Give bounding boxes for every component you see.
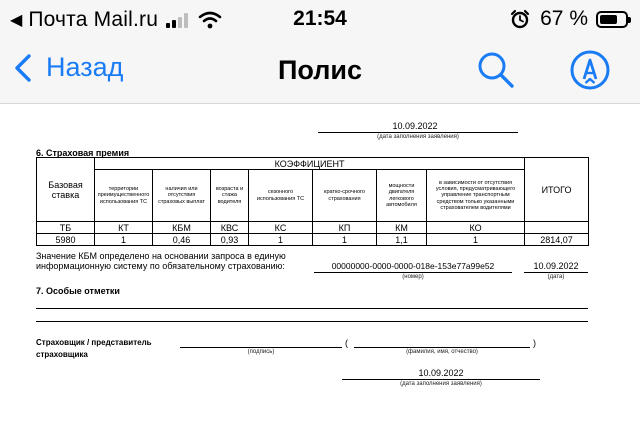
status-time: 21:54 (293, 7, 347, 30)
value-cell-ko: 1 (427, 234, 525, 246)
value-cell-tb: 5980 (37, 234, 95, 246)
bottom-date-underline (342, 379, 540, 380)
kbm-date-underline (524, 272, 588, 273)
section7-title: 7. Особые отметки (36, 286, 120, 296)
code-cell: КМ (377, 222, 427, 234)
open-paren: ( (345, 338, 348, 348)
search-icon[interactable] (476, 50, 516, 92)
battery-percent: 67 % (540, 7, 588, 30)
coefficient-header: КОЭФФИЦИЕНТ (95, 158, 525, 170)
code-cell: КВС (211, 222, 249, 234)
coef-header-kt: территории преимущественного использования ТС (95, 170, 153, 222)
code-cell (525, 222, 589, 234)
back-to-app-icon[interactable]: ◀ (10, 12, 23, 29)
fio-caption: (фамилия, имя, отчество) (406, 349, 478, 355)
coef-header-ks: сезонного использования ТС (249, 170, 313, 222)
code-cell: ТБ (37, 222, 95, 234)
markup-pen-icon[interactable] (568, 48, 612, 92)
total-header: ИТОГО (525, 158, 589, 222)
signature-caption: (подпись) (247, 349, 275, 355)
top-date-caption: (дата заполнения заявления) (377, 134, 459, 140)
close-paren: ) (533, 338, 536, 348)
insurer-label-line1: Страховщик / представитель (36, 338, 152, 347)
kbm-number: 00000000-0000-0000-018e-153e77a99e52 (331, 261, 495, 271)
value-cell-ks: 1 (249, 234, 313, 246)
section6-title: 6. Страховая премия (36, 148, 130, 158)
back-to-app-label[interactable]: Почта Mail.ru (28, 8, 159, 31)
coef-header-kvs: возраста и стажа водителя (211, 170, 249, 222)
base-rate-header: Базовая ставка (37, 158, 95, 222)
bottom-date: 10.09.2022 (418, 368, 464, 378)
status-right (510, 7, 628, 31)
bottom-date-caption: (дата заполнения заявления) (400, 381, 482, 387)
status-bar (0, 0, 640, 40)
coef-header-km: мощности двигателя легкового автомобиля (377, 170, 427, 222)
coef-header-ko: в зависимости от отсутствия условия, предусматривающего управление транспортным средством только указанными страхователем водителями (427, 170, 525, 222)
kbm-number-caption: (номер) (402, 274, 424, 280)
code-cell: КО (427, 222, 525, 234)
code-cell: КБМ (153, 222, 211, 234)
alarm-icon (510, 9, 530, 29)
value-cell-kvs: 0,93 (211, 234, 249, 246)
value-cell-kbm: 0,46 (153, 234, 211, 246)
codes-row (37, 222, 589, 234)
kbm-date: 10.09.2022 (533, 261, 579, 271)
battery-icon (596, 11, 628, 28)
code-cell: КТ (95, 222, 153, 234)
code-cell: КС (249, 222, 313, 234)
signature-line (180, 347, 342, 348)
special-notes-line-2 (36, 321, 588, 322)
back-button-label: Назад (46, 52, 124, 82)
top-date: 10.09.2022 (392, 121, 438, 131)
kbm-date-caption: (дата) (547, 274, 565, 280)
code-cell: КП (313, 222, 377, 234)
value-cell-total: 2814,07 (525, 234, 589, 246)
kbm-text-line2: информационную систему по обязательному страхованию: (36, 261, 285, 271)
insurer-label-line2: страховщика (36, 350, 88, 359)
coef-header-kp: кратко-срочного страхования (313, 170, 377, 222)
value-cell-kt: 1 (95, 234, 153, 246)
page-title: Полис (278, 55, 362, 85)
premium-table (36, 157, 589, 246)
coef-header-kbm: наличия или отсутствия страховых выплат (153, 170, 211, 222)
document-viewer[interactable] (0, 105, 640, 440)
kbm-number-underline (314, 272, 512, 273)
fio-line (354, 347, 530, 348)
special-notes-line-1 (36, 308, 588, 309)
navigation-bar (0, 40, 640, 104)
top-date-underline (318, 132, 518, 133)
value-cell-km: 1,1 (377, 234, 427, 246)
value-cell-kp: 1 (313, 234, 377, 246)
values-row (37, 234, 589, 246)
kbm-text-line1: Значение КБМ определено на основании запроса в единую (36, 251, 286, 261)
